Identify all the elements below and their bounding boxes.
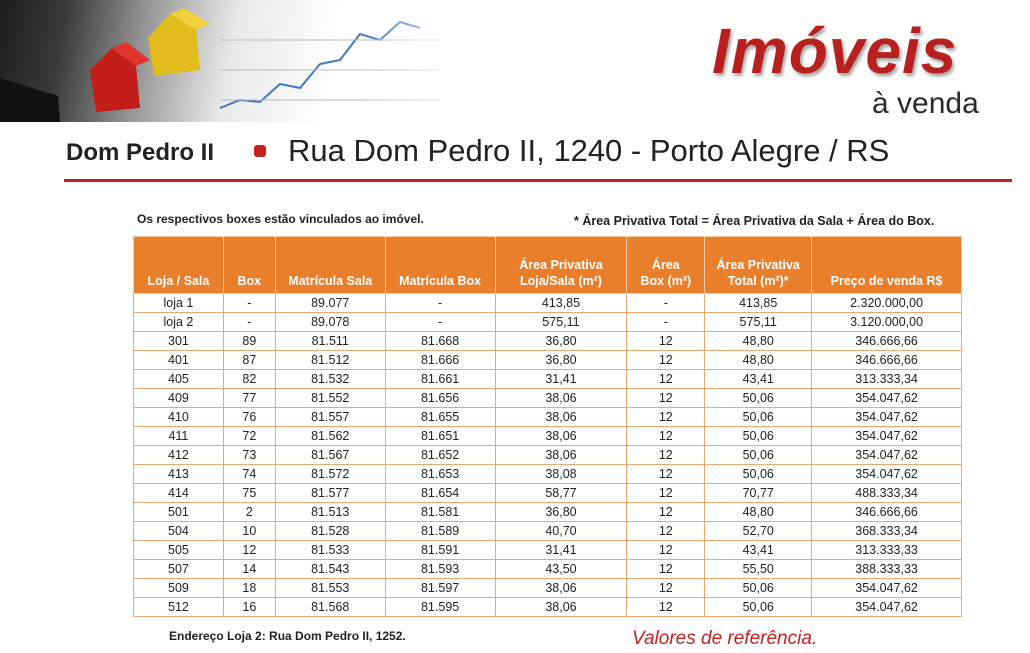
- table-cell: 346.666,66: [812, 332, 962, 351]
- page-title: Imóveis: [712, 15, 958, 87]
- table-cell: 77: [223, 389, 275, 408]
- table-cell: 81.511: [275, 332, 385, 351]
- table-row: [134, 484, 962, 503]
- table-cell: 50,06: [705, 579, 812, 598]
- table-cell: 75: [223, 484, 275, 503]
- table-cell: 12: [627, 351, 705, 370]
- table-cell: 48,80: [705, 503, 812, 522]
- property-address: Rua Dom Pedro II, 1240 - Porto Alegre / RS: [288, 133, 890, 168]
- column-header: Matrícula Sala: [275, 237, 385, 294]
- table-cell: -: [385, 294, 495, 313]
- table-cell: 58,77: [495, 484, 627, 503]
- table-row: [134, 408, 962, 427]
- table-cell: 12: [627, 408, 705, 427]
- table-cell: 12: [627, 522, 705, 541]
- table-cell: 38,06: [495, 389, 627, 408]
- table-cell: 81.589: [385, 522, 495, 541]
- table-cell: 40,70: [495, 522, 627, 541]
- column-header: Box: [223, 237, 275, 294]
- black-house-icon: [0, 78, 60, 122]
- table-cell: 409: [134, 389, 224, 408]
- table-cell: 38,06: [495, 427, 627, 446]
- table-cell: 504: [134, 522, 224, 541]
- table-cell: -: [223, 313, 275, 332]
- table-cell: 89: [223, 332, 275, 351]
- table-cell: 38,08: [495, 465, 627, 484]
- table-cell: 43,41: [705, 541, 812, 560]
- table-cell: 2: [223, 503, 275, 522]
- table-cell: 43,41: [705, 370, 812, 389]
- table-cell: 81.597: [385, 579, 495, 598]
- page-subtitle: à venda: [872, 87, 979, 120]
- table-cell: 81.532: [275, 370, 385, 389]
- table-cell: 354.047,62: [812, 427, 962, 446]
- table-cell: 575,11: [495, 313, 627, 332]
- table-cell: 405: [134, 370, 224, 389]
- table-row: [134, 560, 962, 579]
- table-row: [134, 465, 962, 484]
- table-cell: 50,06: [705, 446, 812, 465]
- header-banner-photo: [0, 0, 460, 122]
- table-cell: 81.593: [385, 560, 495, 579]
- building-name: Dom Pedro II: [66, 139, 215, 166]
- table-cell: 507: [134, 560, 224, 579]
- table-cell: 16: [223, 598, 275, 617]
- table-row: [134, 351, 962, 370]
- table-cell: 50,06: [705, 389, 812, 408]
- table-cell: 14: [223, 560, 275, 579]
- table-cell: 81.591: [385, 541, 495, 560]
- table-cell: loja 2: [134, 313, 224, 332]
- bullet-icon: [254, 145, 266, 157]
- table-cell: 12: [627, 427, 705, 446]
- column-header: Área Privativa Total (m²)*: [705, 237, 812, 294]
- table-row: [134, 579, 962, 598]
- table-cell: 50,06: [705, 427, 812, 446]
- table-cell: 36,80: [495, 351, 627, 370]
- table-cell: 38,06: [495, 446, 627, 465]
- table-cell: 81.581: [385, 503, 495, 522]
- table-row: [134, 294, 962, 313]
- table-cell: 413,85: [705, 294, 812, 313]
- table-cell: 411: [134, 427, 224, 446]
- table-cell: -: [385, 313, 495, 332]
- table-cell: 31,41: [495, 370, 627, 389]
- table-cell: 81.577: [275, 484, 385, 503]
- table-cell: 55,50: [705, 560, 812, 579]
- table-cell: 50,06: [705, 465, 812, 484]
- table-row: [134, 598, 962, 617]
- table-cell: 81.562: [275, 427, 385, 446]
- table-cell: 81.661: [385, 370, 495, 389]
- table-row: [134, 541, 962, 560]
- table-row: [134, 503, 962, 522]
- table-cell: 346.666,66: [812, 351, 962, 370]
- table-cell: 52,70: [705, 522, 812, 541]
- table-cell: -: [627, 294, 705, 313]
- store-2-address-note: Endereço Loja 2: Rua Dom Pedro II, 1252.: [169, 629, 406, 643]
- table-row: [134, 389, 962, 408]
- table-cell: 81.552: [275, 389, 385, 408]
- table-cell: 354.047,62: [812, 598, 962, 617]
- table-cell: 81.557: [275, 408, 385, 427]
- table-cell: 12: [627, 446, 705, 465]
- table-cell: 81.572: [275, 465, 385, 484]
- table-body: [134, 294, 962, 617]
- table-cell: 354.047,62: [812, 389, 962, 408]
- table-cell: 354.047,62: [812, 408, 962, 427]
- table-cell: 2.320.000,00: [812, 294, 962, 313]
- table-cell: 81.653: [385, 465, 495, 484]
- table-cell: 81.666: [385, 351, 495, 370]
- table-cell: 12: [627, 503, 705, 522]
- table-cell: 70,77: [705, 484, 812, 503]
- table-cell: 81.655: [385, 408, 495, 427]
- table-row: [134, 332, 962, 351]
- divider: [64, 179, 1012, 182]
- table-cell: 50,06: [705, 598, 812, 617]
- table-cell: 43,50: [495, 560, 627, 579]
- table-cell: 12: [627, 598, 705, 617]
- table-cell: 12: [223, 541, 275, 560]
- table-cell: 81.528: [275, 522, 385, 541]
- table-cell: 76: [223, 408, 275, 427]
- table-row: [134, 446, 962, 465]
- area-footnote: * Área Privativa Total = Área Privativa da Sala + Área do Box.: [574, 214, 935, 228]
- table-cell: 73: [223, 446, 275, 465]
- column-header: Preço de venda R$: [812, 237, 962, 294]
- table-cell: 388.333,33: [812, 560, 962, 579]
- table-cell: 38,06: [495, 408, 627, 427]
- table-cell: 74: [223, 465, 275, 484]
- table-cell: 12: [627, 484, 705, 503]
- table-cell: 12: [627, 465, 705, 484]
- table-cell: 87: [223, 351, 275, 370]
- table-cell: 354.047,62: [812, 579, 962, 598]
- table-row: [134, 313, 962, 332]
- table-header-row: [134, 237, 962, 294]
- table-cell: -: [627, 313, 705, 332]
- table-cell: 575,11: [705, 313, 812, 332]
- table-cell: 81.553: [275, 579, 385, 598]
- price-table: [133, 236, 962, 617]
- table-cell: 81.652: [385, 446, 495, 465]
- table-cell: 31,41: [495, 541, 627, 560]
- table-cell: 81.651: [385, 427, 495, 446]
- table-cell: 414: [134, 484, 224, 503]
- table-cell: 3.120.000,00: [812, 313, 962, 332]
- table-cell: 505: [134, 541, 224, 560]
- table-cell: 72: [223, 427, 275, 446]
- table-cell: 410: [134, 408, 224, 427]
- table-row: [134, 370, 962, 389]
- table-cell: 12: [627, 560, 705, 579]
- table-row: [134, 427, 962, 446]
- table-cell: 301: [134, 332, 224, 351]
- table-cell: 81.513: [275, 503, 385, 522]
- table-cell: 12: [627, 332, 705, 351]
- table-cell: 81.654: [385, 484, 495, 503]
- table-cell: 413: [134, 465, 224, 484]
- boxes-note: Os respectivos boxes estão vinculados ao imóvel.: [137, 212, 424, 226]
- table-cell: 354.047,62: [812, 446, 962, 465]
- table-cell: 82: [223, 370, 275, 389]
- table-cell: 48,80: [705, 332, 812, 351]
- column-header: Matrícula Box: [385, 237, 495, 294]
- column-header: Loja / Sala: [134, 237, 224, 294]
- table-cell: 368.333,34: [812, 522, 962, 541]
- table-cell: 81.656: [385, 389, 495, 408]
- table-cell: 313.333,34: [812, 370, 962, 389]
- table-cell: 81.533: [275, 541, 385, 560]
- table-cell: 38,06: [495, 579, 627, 598]
- table-cell: 12: [627, 370, 705, 389]
- table-cell: loja 1: [134, 294, 224, 313]
- table-cell: 18: [223, 579, 275, 598]
- table-cell: 81.512: [275, 351, 385, 370]
- table-cell: 12: [627, 389, 705, 408]
- table-cell: 401: [134, 351, 224, 370]
- column-header: Área Privativa Loja/Sala (m²): [495, 237, 627, 294]
- table-cell: 412: [134, 446, 224, 465]
- table-cell: 512: [134, 598, 224, 617]
- table-cell: 36,80: [495, 332, 627, 351]
- table-cell: 89.078: [275, 313, 385, 332]
- column-header: Área Box (m²): [627, 237, 705, 294]
- table-cell: 10: [223, 522, 275, 541]
- table-cell: 12: [627, 541, 705, 560]
- table-cell: 81.595: [385, 598, 495, 617]
- table-cell: 81.568: [275, 598, 385, 617]
- table-cell: 89.077: [275, 294, 385, 313]
- table-cell: 12: [627, 579, 705, 598]
- table-cell: 413,85: [495, 294, 627, 313]
- table-cell: 48,80: [705, 351, 812, 370]
- table-cell: 36,80: [495, 503, 627, 522]
- table-cell: -: [223, 294, 275, 313]
- table-cell: 81.668: [385, 332, 495, 351]
- table-row: [134, 522, 962, 541]
- table-cell: 81.543: [275, 560, 385, 579]
- table-cell: 346.666,66: [812, 503, 962, 522]
- table-cell: 313.333,33: [812, 541, 962, 560]
- reference-values-note: Valores de referência.: [632, 628, 818, 649]
- table-cell: 509: [134, 579, 224, 598]
- table-cell: 38,06: [495, 598, 627, 617]
- table-cell: 354.047,62: [812, 465, 962, 484]
- table-cell: 501: [134, 503, 224, 522]
- table-cell: 50,06: [705, 408, 812, 427]
- table-cell: 81.567: [275, 446, 385, 465]
- table-cell: 488.333,34: [812, 484, 962, 503]
